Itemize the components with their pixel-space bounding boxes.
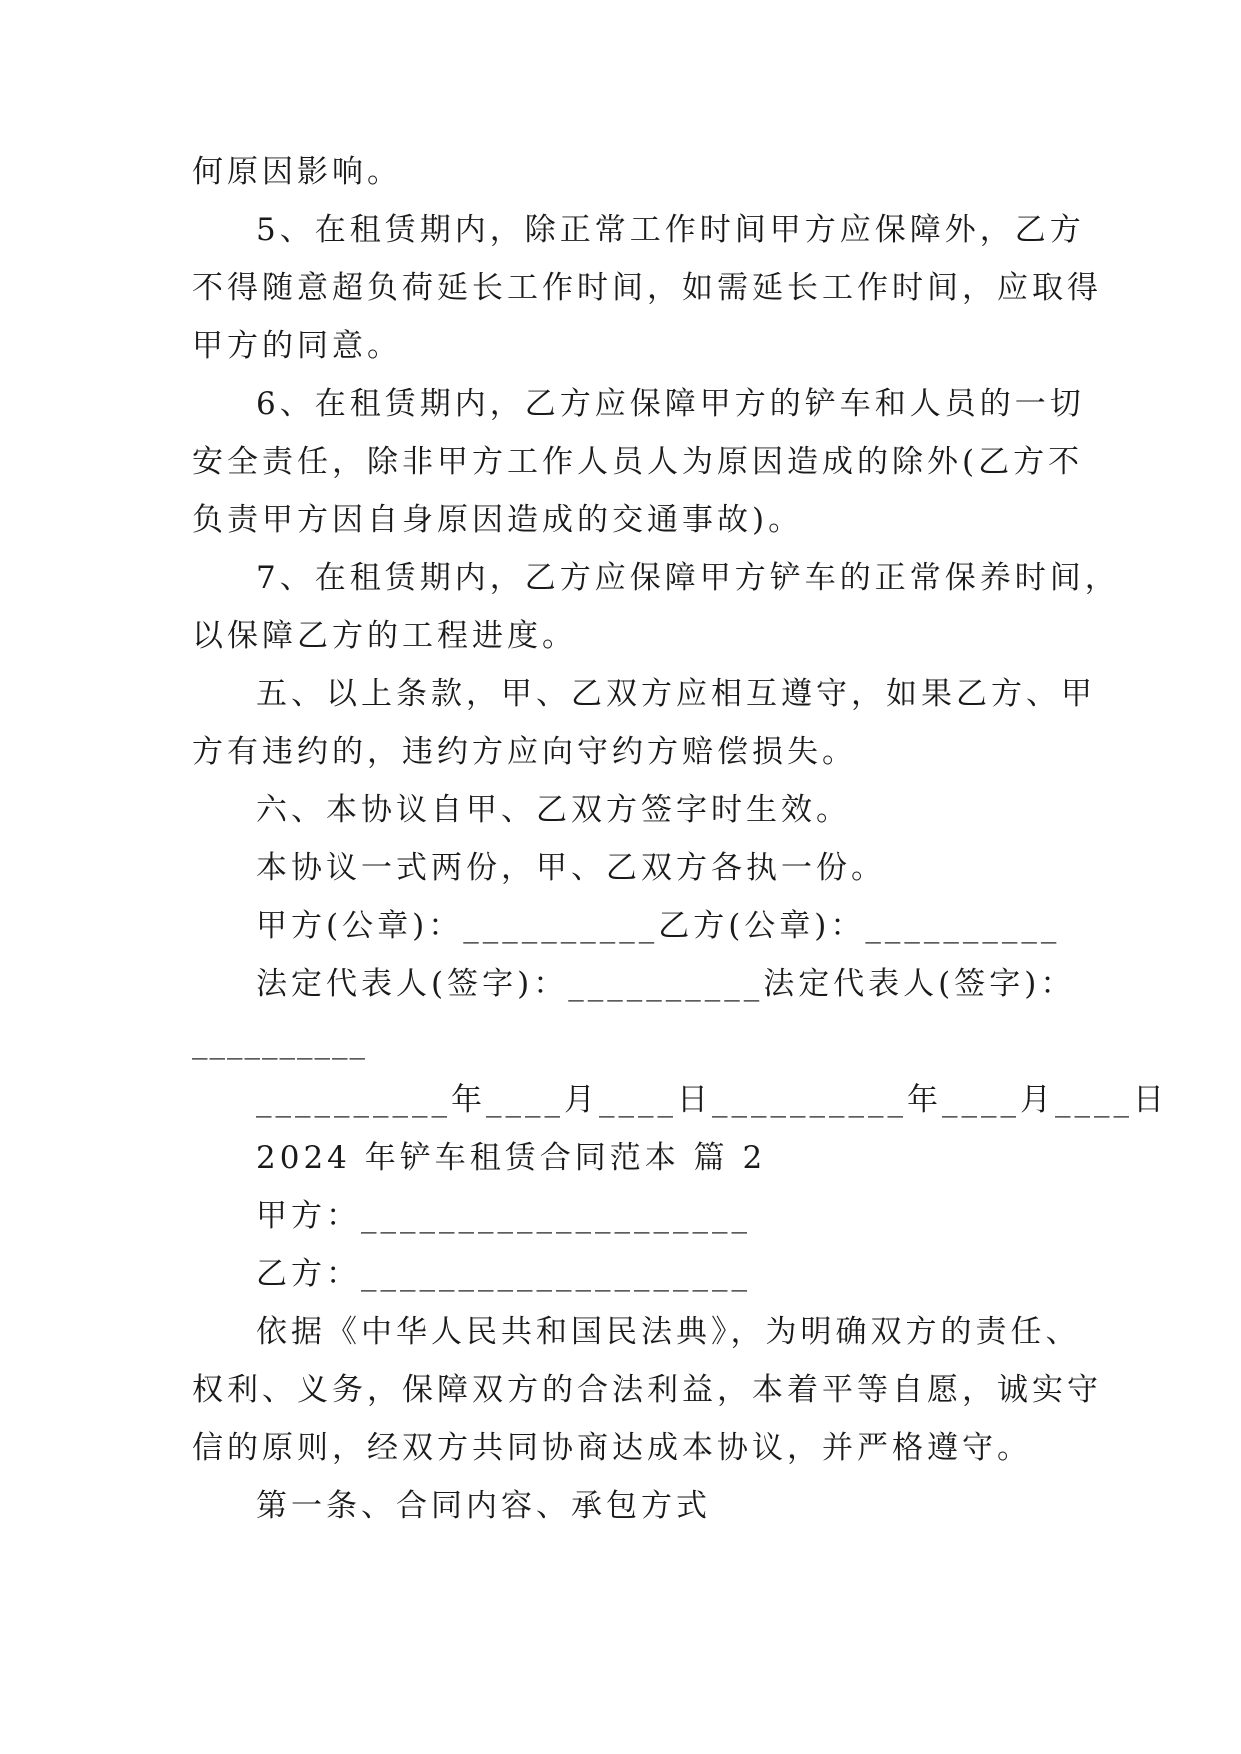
paragraph-line: 6、在租赁期内，乙方应保障甲方的铲车和人员的一切 [256, 386, 1085, 422]
paragraph-line: 何原因影响。 [192, 154, 402, 190]
signature-line-seal: 甲方(公章)：__________乙方(公章)：__________ [256, 908, 1061, 944]
paragraph-line: 负责甲方因自身原因造成的交通事故)。 [192, 502, 804, 538]
paragraph-line: 7、在租赁期内，乙方应保障甲方铲车的正常保养时间， [256, 560, 1120, 596]
paragraph-line: 六、本协议自甲、乙双方签字时生效。 [256, 792, 851, 828]
section-heading: 2024 年铲车租赁合同范本 篇 2 [256, 1140, 767, 1176]
paragraph-line: 依据《中华人民共和国民法典》，为明确双方的责任、 [256, 1314, 1081, 1350]
paragraph-line: 甲方的同意。 [192, 328, 402, 364]
date-line: __________年____月____日__________年____月____日 [256, 1082, 1168, 1118]
paragraph-line: 安全责任，除非甲方工作人员人为原因造成的除外(乙方不 [192, 444, 1084, 480]
paragraph-line: 5、在租赁期内，除正常工作时间甲方应保障外，乙方 [256, 212, 1085, 248]
paragraph-line: 本协议一式两份，甲、乙双方各执一份。 [256, 850, 886, 886]
article-heading: 第一条、合同内容、承包方式 [256, 1488, 711, 1524]
paragraph-line: 五、以上条款，甲、乙双方应相互遵守，如果乙方、甲 [256, 676, 1096, 712]
signature-line-representative: 法定代表人(签字)：__________法定代表人(签字)： [256, 966, 1076, 1002]
paragraph-line: 信的原则，经双方共同协商达成本协议，并严格遵守。 [192, 1430, 1032, 1466]
paragraph-line: 方有违约的，违约方应向守约方赔偿损失。 [192, 734, 857, 770]
signature-blank: __________ [192, 1024, 367, 1060]
paragraph-line: 权利、义务，保障双方的合法利益，本着平等自愿，诚实守 [192, 1372, 1102, 1408]
party-a-field: 甲方：____________________ [256, 1198, 751, 1234]
paragraph-line: 不得随意超负荷延长工作时间，如需延长工作时间，应取得 [192, 270, 1102, 306]
party-b-field: 乙方：____________________ [256, 1256, 751, 1292]
paragraph-line: 以保障乙方的工程进度。 [192, 618, 577, 654]
